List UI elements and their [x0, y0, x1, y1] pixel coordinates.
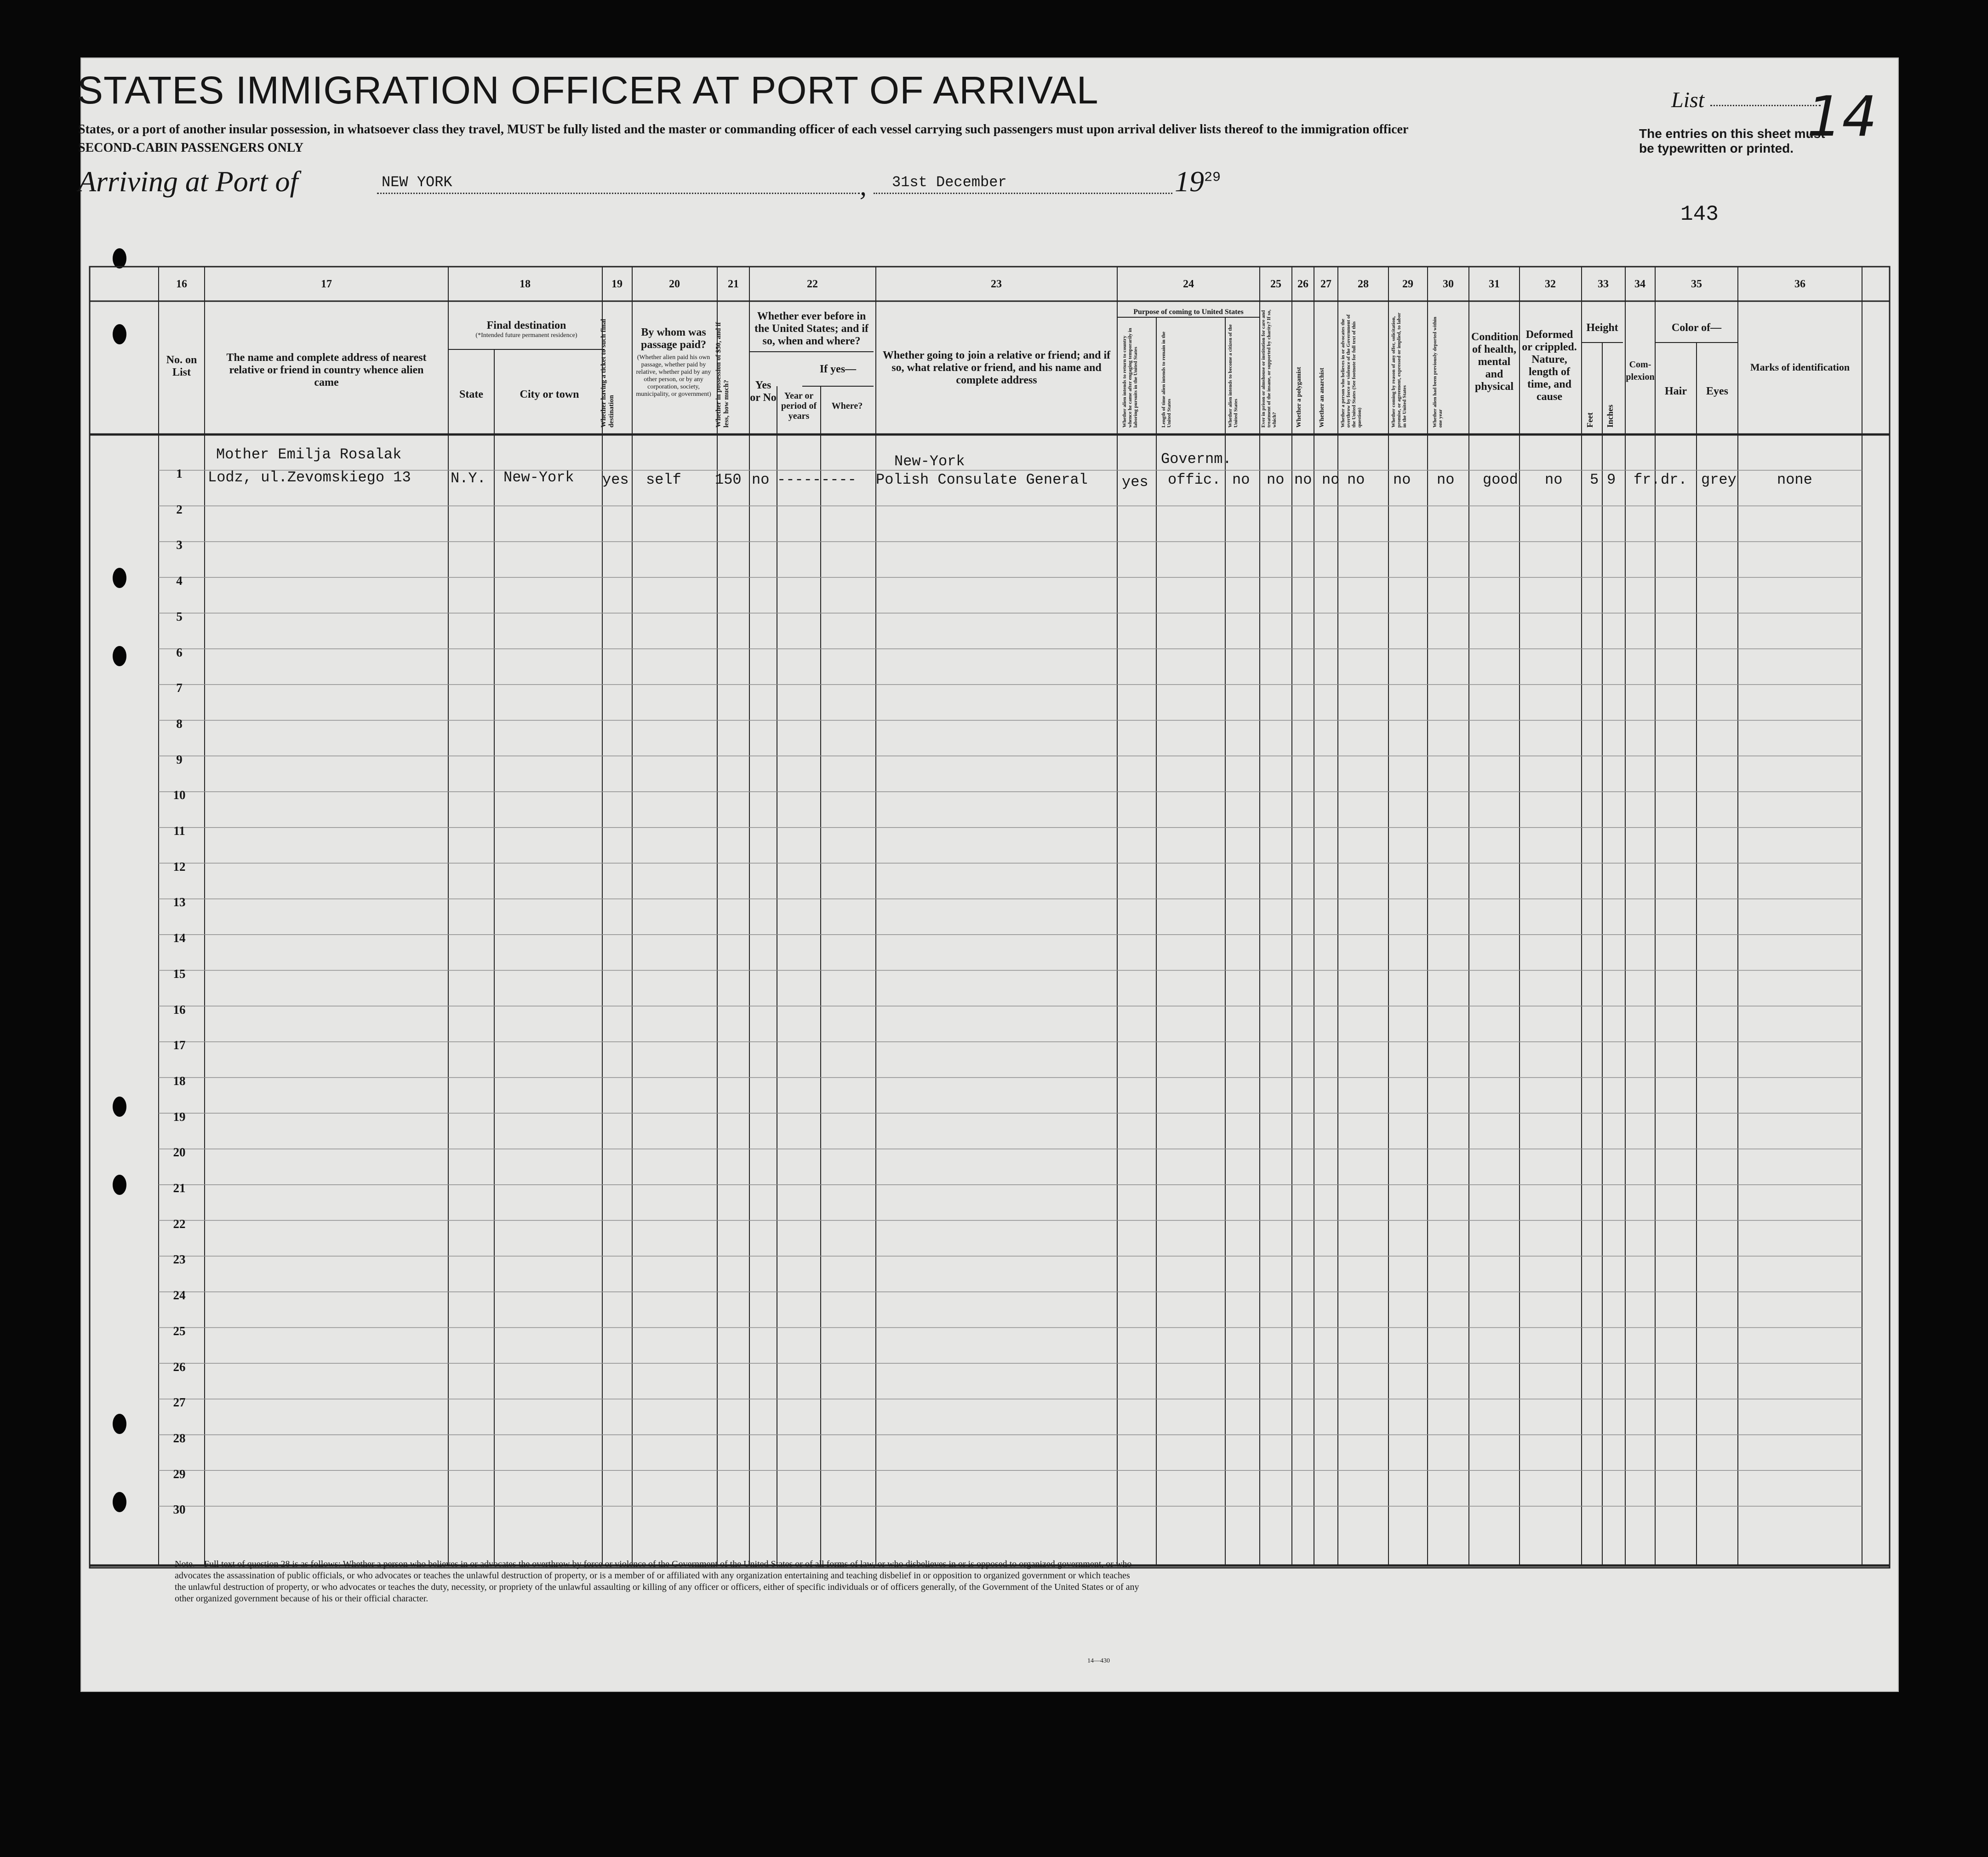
header-passage-paid: [632, 326, 715, 398]
header-prison: Ever in prison or almshouse or institution for care and treatment of the insane, or supported by charity? If so, which?: [1261, 309, 1277, 428]
row1-relative: Mother Emilja Rosalak: [216, 446, 402, 463]
row-number: 26: [173, 1360, 186, 1374]
row-number: 27: [173, 1395, 186, 1410]
header-join-relative: Whether going to join a relative or friend; and if so, what relative or friend, and his name and complete address: [882, 349, 1111, 386]
row1-join-name: Polish Consulate General: [876, 471, 1088, 488]
header-length: Length of time alien intends to remain in the United States: [1161, 331, 1172, 428]
column-number: 23: [991, 278, 1002, 290]
header-q30: Whether alien had been previously deported within one year: [1432, 316, 1443, 428]
row1-length-1: Governm.: [1161, 451, 1232, 468]
row-number: 18: [173, 1074, 186, 1088]
row-number: 17: [173, 1038, 186, 1052]
list-label: List: [1671, 88, 1705, 112]
row1-polygamist: no: [1294, 471, 1312, 488]
final-destination-label: Final destination: [486, 320, 566, 331]
row-number: 2: [176, 502, 183, 516]
header-no-on-list: No. on List: [166, 354, 197, 378]
column-number: 26: [1297, 278, 1308, 290]
row-number: 10: [173, 788, 186, 802]
row-number: 7: [176, 681, 183, 695]
row-number: 24: [173, 1288, 186, 1303]
row-number: 3: [176, 538, 183, 552]
row1-hair: dr.: [1661, 471, 1687, 488]
column-number: 18: [520, 278, 531, 290]
row1-marks: none: [1777, 471, 1812, 488]
header-final-destination: [448, 320, 605, 339]
column-number: 31: [1489, 278, 1500, 290]
column-number: 33: [1598, 278, 1609, 290]
final-destination-sub: (*Intended future permanent residence): [475, 332, 577, 339]
row1-ticket: yes: [602, 471, 629, 488]
row1-q28: no: [1347, 471, 1365, 488]
column-number: 36: [1794, 278, 1805, 290]
column-number: 27: [1320, 278, 1331, 290]
header-hair: Hair: [1665, 385, 1687, 397]
list-number: 14: [1807, 85, 1877, 149]
form-number: 14—430: [1087, 1657, 1110, 1664]
row1-feet: 5: [1590, 471, 1599, 488]
header-deformed: Deformed or crippled. Nature, length of time, and cause: [1522, 329, 1577, 403]
row-number: 5: [176, 609, 183, 623]
header-return: Whether alien intends to return to country whence he came after engaging temporarily in laboring pursuits in the United States: [1122, 328, 1138, 428]
header-ticket: Whether having a ticket to such final destination: [600, 319, 615, 428]
date-value: 31st December: [892, 174, 1007, 191]
row1-city: New-York: [503, 469, 574, 486]
row1-money: 150: [715, 471, 742, 488]
column-number: 34: [1634, 278, 1645, 290]
comma: ,: [860, 171, 867, 201]
row-number: 20: [173, 1145, 186, 1160]
row1-before-dash: ---------: [777, 471, 857, 488]
row-number: 12: [173, 859, 186, 874]
row-number: 14: [173, 931, 186, 945]
header-if-yes: If yes—: [819, 363, 857, 375]
entries-note-1: The entries on this sheet must: [1639, 126, 1825, 141]
passage-paid-sub: (Whether alien paid his own passage, whether paid by relative, whether paid by any other person, or by any corporation, society, municipality, or government): [636, 354, 711, 398]
row1-length-2: offic.: [1168, 471, 1221, 488]
row1-q30: no: [1437, 471, 1455, 488]
arriving-label: Arriving at Port of: [78, 165, 298, 198]
row-number: 6: [176, 645, 183, 659]
header-yes-no: Yes or No: [750, 379, 777, 404]
row-number: 13: [173, 895, 186, 909]
row1-q29: no: [1393, 471, 1411, 488]
column-number: 16: [176, 278, 187, 290]
header-city: City or town: [520, 389, 579, 400]
year-suffix: 29: [1204, 170, 1221, 186]
header-purpose: Purpose of coming to United States: [1133, 308, 1244, 316]
row-number: 4: [176, 574, 183, 588]
row1-inches: 9: [1607, 471, 1616, 488]
header-state: State: [459, 389, 483, 400]
row1-before: no: [752, 471, 770, 488]
year-prefix: 19: [1175, 165, 1204, 198]
row1-prison: no: [1267, 471, 1285, 488]
sheet-number: 143: [1680, 202, 1719, 226]
row-number: 15: [173, 966, 186, 981]
column-number: 22: [807, 278, 818, 290]
port-value: NEW YORK: [382, 174, 452, 191]
header-year: Year or period of years: [781, 391, 817, 421]
row1-address: Lodz, ul.Zevomskiego 13: [208, 469, 411, 486]
header-q29: Whether coming by reason of any offer, solicitation, promise, or agreement, expressed or implied, to labor in the United States: [1391, 313, 1407, 428]
row1-anarchist: no: [1322, 471, 1340, 488]
row-number: 11: [173, 824, 185, 838]
header-q28: Whether a person who believes in or advocates the overthrow by force or violence of the Government of the United States (See footnote for full text of this question): [1340, 314, 1362, 428]
row1-paid-by: self: [646, 471, 681, 488]
header-color-of: Color of—: [1671, 322, 1722, 334]
row-number: 16: [173, 1002, 186, 1017]
row1-citizen: no: [1232, 471, 1250, 488]
column-number: 19: [611, 278, 623, 290]
header-polygamist: Whether a polygamist: [1296, 367, 1302, 428]
column-number: 20: [669, 278, 680, 290]
header-citizen: Whether alien intends to become a citizen of the United States: [1228, 324, 1239, 428]
row-number: 25: [173, 1324, 186, 1338]
entries-note-2: be typewritten or printed.: [1639, 141, 1794, 155]
header-complexion: Com-plexion: [1626, 360, 1655, 382]
column-number: 21: [728, 278, 739, 290]
row-number: 28: [173, 1431, 186, 1445]
row1-complexion: fr.: [1634, 471, 1660, 488]
column-number: 28: [1358, 278, 1369, 290]
row-number: 22: [173, 1217, 186, 1231]
header-inches: Inches: [1605, 404, 1615, 428]
header-where: Where?: [831, 401, 863, 411]
header-height: Height: [1586, 322, 1618, 334]
header-anarchist: Whether an anarchist: [1319, 367, 1325, 428]
row-number: 30: [173, 1503, 186, 1517]
header-feet: Feet: [1585, 412, 1594, 428]
column-number: 17: [321, 278, 332, 290]
row-number: 23: [173, 1252, 186, 1267]
row-number: 19: [173, 1109, 186, 1124]
row-number: 8: [176, 716, 183, 731]
header-eyes: Eyes: [1706, 385, 1728, 397]
passage-paid-label: By whom was passage paid?: [640, 326, 707, 351]
row1-deformed: no: [1545, 471, 1563, 488]
page-title: STATES IMMIGRATION OFFICER AT PORT OF ARRIVAL: [77, 69, 1099, 112]
header-money: Whether in possession of $50, and if less, how much?: [715, 322, 730, 428]
row-number: 29: [173, 1467, 186, 1481]
row-number: 9: [176, 752, 183, 766]
column-number: 29: [1402, 278, 1413, 290]
column-number: 35: [1691, 278, 1702, 290]
row1-join-city: New-York: [894, 453, 965, 470]
row1-state: N.Y.: [451, 470, 486, 487]
row1-health: good: [1483, 471, 1518, 488]
row1-eyes: grey: [1701, 471, 1737, 488]
row-number: 21: [173, 1181, 186, 1195]
header-health: Condition of health, mental and physical: [1471, 331, 1519, 393]
instructions-line-1: States, or a port of another insular possession, in whatsoever class they travel, MUST be fully listed and the master or commanding officer of each vessel carrying such passengers must upon arrival deliver lists thereof to the immigration officer: [78, 122, 1409, 137]
column-number: 32: [1545, 278, 1556, 290]
header-marks: Marks of identification: [1750, 361, 1850, 373]
footnote: Note.—Full text of question 28 is as follows: Whether a person who believes in or advocates the overthrow by force or violence of the Government of the United States or of all forms of law, or who disbelieves in or is opposed to organized government, or who advocates the assassination of public officials, or who advocates or teaches the unlawful destruction of property, or is a member of or affiliated with any organization entertaining and teaching disbelief in or opposition to organized government or which teaches the unlawful destruction of property, or who advocates or teaches the duty, necessity, or propriety of the unlawful assaulting or killing of any officer or officers, either of specific individuals or of officers generally, of the Government of the United States or of any other organized government because of his or their official character.: [175, 1559, 1139, 1604]
row1-return: yes: [1122, 474, 1148, 491]
header-relative-address: The name and complete address of nearest relative or friend in country whence alien came: [226, 352, 427, 389]
row-number: 1: [176, 467, 183, 480]
column-number: 24: [1183, 278, 1194, 290]
column-number: 25: [1270, 278, 1281, 290]
column-number: 30: [1443, 278, 1454, 290]
instructions-line-2: SECOND-CABIN PASSENGERS ONLY: [78, 141, 304, 155]
header-before-in-us: Whether ever before in the United States; and if so, when and where?: [754, 310, 868, 347]
